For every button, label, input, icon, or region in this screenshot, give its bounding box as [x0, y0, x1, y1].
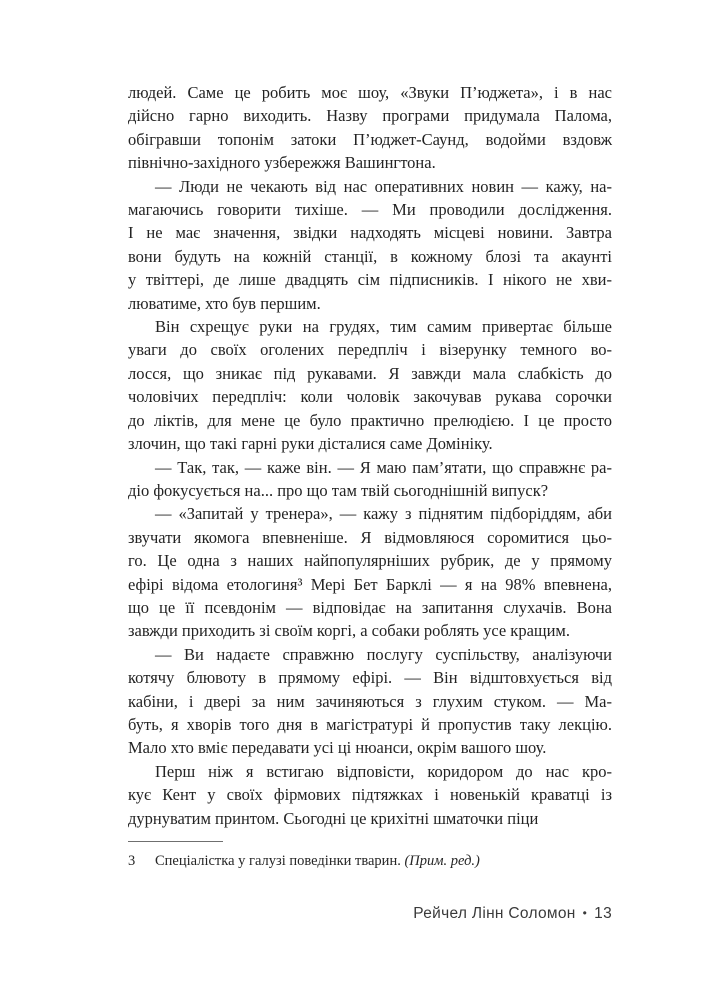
body-text-line: магаючись говорити тихіше. — Ми проводили дослідження.	[128, 200, 612, 220]
body-text-line: у твіттері, де лише двадцять сім підписників. І нікого не хви-	[128, 270, 612, 290]
footnote-marker: 3	[128, 853, 136, 869]
body-text-line: уваги до своїх оголених передпліч і візерунку темного во-	[128, 340, 612, 360]
body-text-line: північно-західного узбережжя Вашингтона.	[128, 153, 436, 173]
body-text-line: котячу блювоту в прямому ефірі. — Він відштовхується від	[128, 668, 612, 688]
body-text-line: злочин, що такі гарні руки дісталися саме Домініку.	[128, 434, 493, 454]
body-text-line: Мало хто вміє передавати усі ці нюанси, окрім вашого шоу.	[128, 738, 547, 758]
page-footer	[413, 905, 612, 923]
body-text-line: — «Запитай у тренера», — кажу з піднятим підборіддям, аби	[155, 504, 612, 524]
body-text-line: людей. Саме це робить моє шоу, «Звуки П’юджета», і в нас	[128, 83, 612, 102]
footnote	[128, 851, 612, 871]
body-text-line: до ліктів, для мене це було практично прелюдією. І це просто	[128, 410, 612, 430]
body-text-line: завжди приходить зі своїм коргі, а собаки роблять усе кращим.	[128, 621, 571, 641]
body-lines	[128, 81, 612, 830]
footnote-source: (Прим. ред.)	[404, 853, 480, 869]
body-text-line: люватиме, хто був першим.	[128, 293, 321, 313]
body-text-line: ефірі відома етологиня³ Мері Бет Барклі — я на 98% впевнена,	[128, 574, 612, 594]
body-text-line: — Так, так, — каже він. — Я маю пам’ятати, що справжнє ра-	[155, 457, 612, 477]
body-text-line: І не має значення, звідки надходять місцеві новини. Завтра	[128, 223, 612, 243]
body-text-line: Він схрещує руки на грудях, тим самим привертає більше	[155, 317, 612, 337]
footer-bullet-icon: •	[582, 906, 588, 920]
body-text-line: що це її псевдонім — відповідає на запитання слухачів. Вона	[128, 597, 612, 617]
body-text-line: дійсно гарно виходить. Назву програми придумала Палома,	[128, 106, 612, 126]
body-text-line: дурнуватим принтом. Сьогодні це крихітні шматочки піци	[128, 808, 539, 828]
body-text-line: буть, я хворів того дня в магістратурі й пропустив таку лекцію.	[128, 714, 612, 734]
body-text-line: — Люди не чекають від нас оперативних новин — кажу, на-	[155, 176, 612, 196]
body-text-line: звучати якомога впевненіше. Я відмовляюся соромитися цьо-	[128, 527, 612, 547]
body-text-line: го. Це одна з наших найпопулярніших рубрик, де у прямому	[128, 551, 612, 571]
footer-page-number: 13	[594, 905, 612, 922]
footnote-text: Спеціалістка у галузі поведінки тварин.	[155, 853, 405, 869]
body-text-line: кує Кент у своїх фірмових підтяжках і новенькій краватці із	[128, 785, 612, 805]
body-text-line: лосся, що зникає під рукавами. Я завжди мала слабкість до	[128, 363, 612, 383]
body-text-line: чоловічих передпліч: коли чоловік закочував рукава сорочки	[128, 387, 612, 407]
footer-author: Рейчел Лінн Соломон	[413, 905, 576, 922]
body-text-line: Перш ніж я встигаю відповісти, коридором до нас кро-	[155, 761, 612, 781]
body-text-line: діо фокусується на... про що там твій сьогоднішній випуск?	[128, 480, 549, 500]
footnote-separator	[128, 841, 223, 842]
body-text-line: обігравши топонім затоки П’юджет-Саунд, водойми вздовж	[128, 129, 612, 149]
body-text-line: кабіни, і двері за ним зачиняються з глухим стуком. — Ма-	[128, 691, 612, 711]
body-text-line: вони будуть на кожній станції, в кожному блозі та акаунті	[128, 246, 612, 266]
body-text-line: — Ви надаєте справжню послугу суспільству, аналізуючи	[155, 644, 612, 664]
